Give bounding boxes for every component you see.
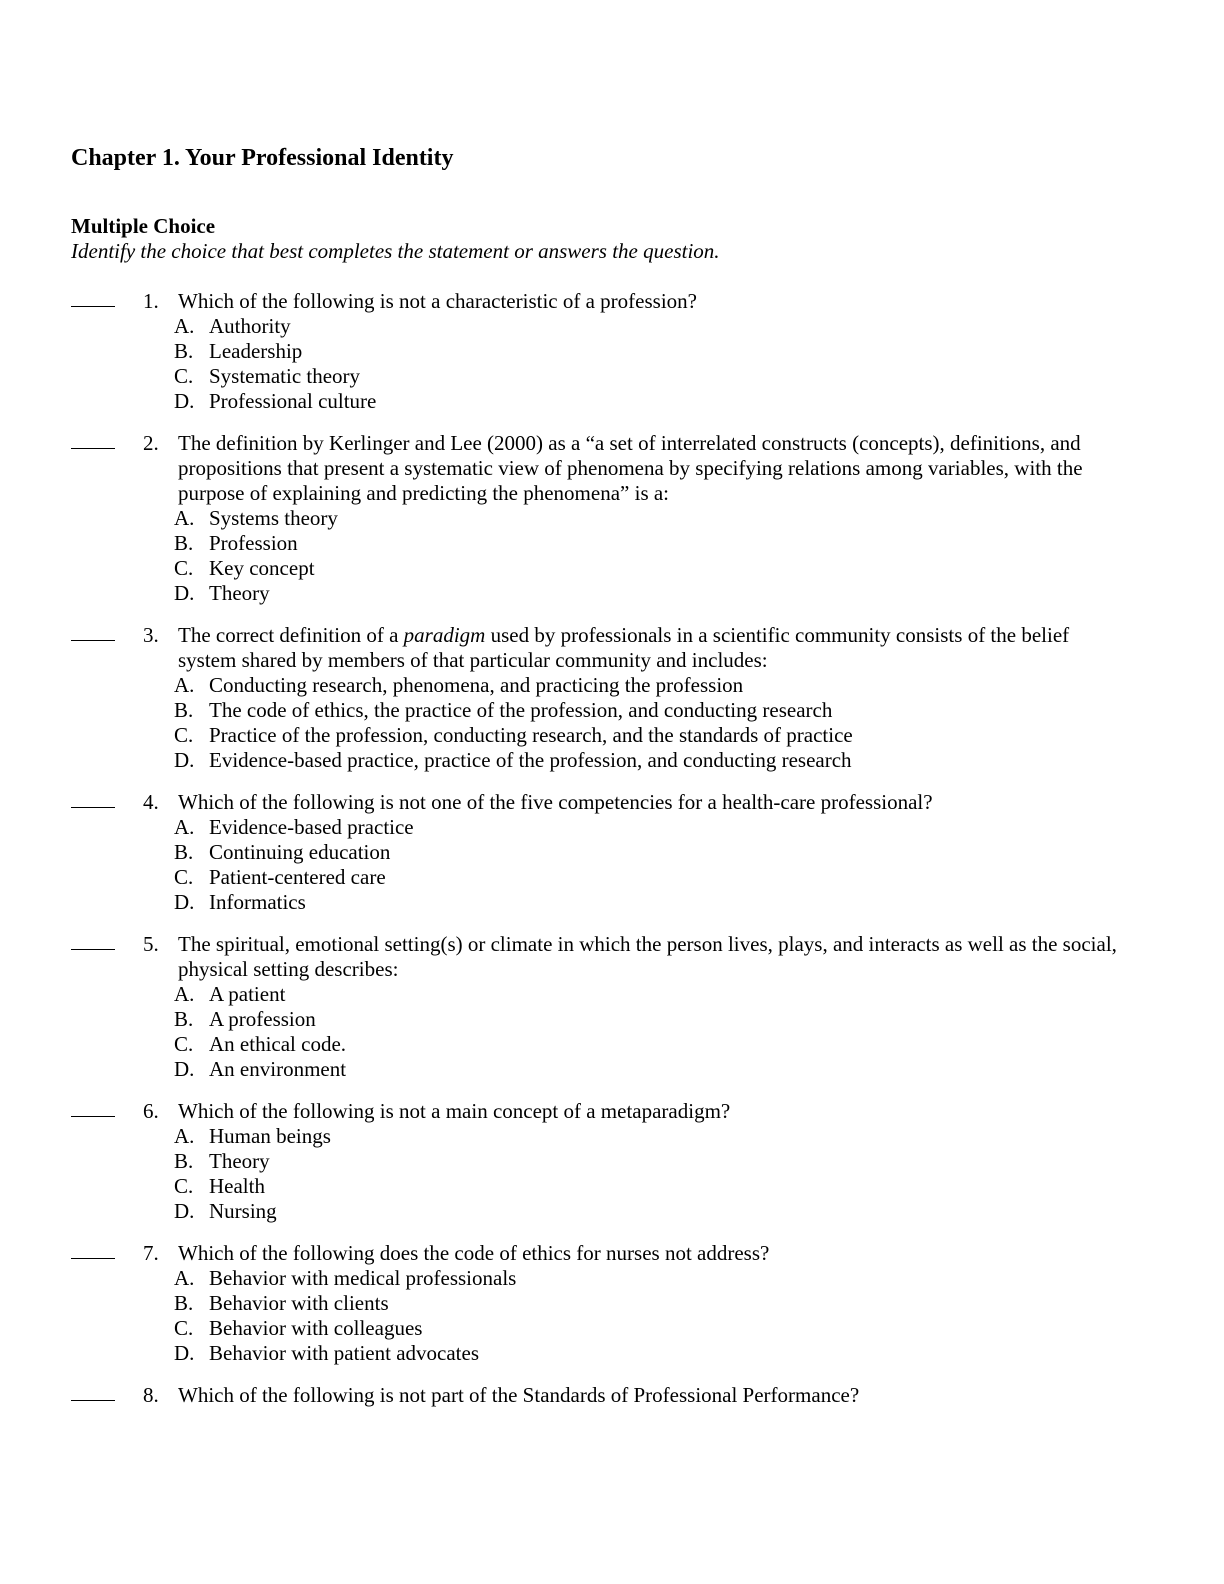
answer-choice bbox=[0, 723, 1224, 748]
question-list bbox=[0, 289, 1224, 1425]
choice-text: A profession bbox=[209, 1007, 316, 1031]
answer-choice bbox=[0, 506, 1224, 531]
choice-list bbox=[0, 1124, 1224, 1224]
answer-choice bbox=[0, 1124, 1224, 1149]
answer-blank-line bbox=[71, 1116, 115, 1117]
choice-text: Evidence-based practice bbox=[209, 815, 414, 839]
question-text-segment: Which of the following is not a characteristic of a profession? bbox=[178, 289, 697, 313]
choice-letter: C. bbox=[174, 1174, 194, 1198]
choice-text: Leadership bbox=[209, 339, 303, 363]
question-text-segment: Which of the following is not a main concept of a metaparadigm? bbox=[178, 1099, 731, 1123]
choice-text: Systems theory bbox=[209, 506, 338, 530]
choice-letter: B. bbox=[174, 1007, 194, 1031]
choice-letter: B. bbox=[174, 840, 194, 864]
answer-choice bbox=[0, 389, 1224, 414]
answer-choice bbox=[0, 982, 1224, 1007]
answer-choice bbox=[0, 1266, 1224, 1291]
choice-letter: D. bbox=[174, 389, 195, 413]
answer-choice bbox=[0, 364, 1224, 389]
answer-choice bbox=[0, 1316, 1224, 1341]
choice-text: Theory bbox=[209, 1149, 270, 1173]
choice-letter: C. bbox=[174, 364, 194, 388]
choice-text: Profession bbox=[209, 531, 298, 555]
question-text bbox=[178, 932, 1124, 982]
question-text-segment: The correct definition of a bbox=[178, 623, 404, 647]
question-text bbox=[178, 623, 1124, 673]
answer-choice bbox=[0, 1057, 1224, 1082]
choice-letter: B. bbox=[174, 698, 194, 722]
choice-letter: D. bbox=[174, 1341, 195, 1365]
choice-text: An environment bbox=[209, 1057, 347, 1081]
question-text bbox=[178, 289, 1124, 314]
question-number: 8. bbox=[143, 1383, 159, 1407]
choice-text: Key concept bbox=[209, 556, 315, 580]
question-text-segment: Which of the following is not one of the five competencies for a health-care professional? bbox=[178, 790, 933, 814]
choice-letter: D. bbox=[174, 1199, 195, 1223]
answer-choice bbox=[0, 840, 1224, 865]
answer-choice bbox=[0, 531, 1224, 556]
question-text bbox=[178, 1099, 1124, 1124]
question-item bbox=[0, 1383, 1224, 1408]
choice-text: Theory bbox=[209, 581, 270, 605]
answer-choice bbox=[0, 865, 1224, 890]
choice-letter: C. bbox=[174, 723, 194, 747]
question-number: 3. bbox=[143, 623, 159, 647]
answer-choice bbox=[0, 748, 1224, 773]
choice-text: Patient-centered care bbox=[209, 865, 386, 889]
choice-list bbox=[0, 314, 1224, 414]
answer-choice bbox=[0, 1291, 1224, 1316]
section-heading: Multiple Choice bbox=[71, 214, 216, 238]
choice-list bbox=[0, 982, 1224, 1082]
question-number: 2. bbox=[143, 431, 159, 455]
choice-letter: C. bbox=[174, 1316, 194, 1340]
question-text-segment: The definition by Kerlinger and Lee (2000) as a “a set of interrelated constructs (concepts), definitions, and propositions that present a systematic view of phenomena by specifying relations among variables, with the purpose of explaining and predicting the phenomena” is a: bbox=[178, 431, 1083, 505]
answer-choice bbox=[0, 1341, 1224, 1366]
question-text-segment: Which of the following is not part of the Standards of Professional Performance? bbox=[178, 1383, 860, 1407]
choice-text: The code of ethics, the practice of the profession, and conducting research bbox=[209, 698, 833, 722]
choice-letter: A. bbox=[174, 673, 195, 697]
answer-blank-line bbox=[71, 448, 115, 449]
choice-letter: D. bbox=[174, 581, 195, 605]
choice-text: Health bbox=[209, 1174, 265, 1198]
choice-text: Professional culture bbox=[209, 389, 377, 413]
question-item bbox=[0, 623, 1224, 773]
question-item bbox=[0, 1099, 1224, 1224]
choice-letter: B. bbox=[174, 531, 194, 555]
choice-list bbox=[0, 815, 1224, 915]
choice-text: A patient bbox=[209, 982, 286, 1006]
question-item bbox=[0, 932, 1224, 1082]
choice-letter: A. bbox=[174, 314, 195, 338]
question-number: 4. bbox=[143, 790, 159, 814]
question-text bbox=[178, 790, 1124, 815]
answer-choice bbox=[0, 581, 1224, 606]
answer-blank-line bbox=[71, 640, 115, 641]
choice-list bbox=[0, 1266, 1224, 1366]
choice-letter: A. bbox=[174, 506, 195, 530]
choice-text: Continuing education bbox=[209, 840, 391, 864]
choice-text: Informatics bbox=[209, 890, 306, 914]
answer-choice bbox=[0, 1007, 1224, 1032]
choice-text: Conducting research, phenomena, and practicing the profession bbox=[209, 673, 744, 697]
question-item bbox=[0, 289, 1224, 414]
question-number: 6. bbox=[143, 1099, 159, 1123]
choice-letter: C. bbox=[174, 865, 194, 889]
choice-letter: A. bbox=[174, 1124, 195, 1148]
answer-choice bbox=[0, 314, 1224, 339]
question-text bbox=[178, 1383, 1124, 1408]
question-text bbox=[178, 431, 1124, 506]
answer-choice bbox=[0, 673, 1224, 698]
choice-list bbox=[0, 506, 1224, 606]
question-item bbox=[0, 431, 1224, 606]
answer-choice bbox=[0, 1199, 1224, 1224]
question-text-segment: Which of the following does the code of ethics for nurses not address? bbox=[178, 1241, 770, 1265]
answer-blank-line bbox=[71, 306, 115, 307]
answer-choice bbox=[0, 1149, 1224, 1174]
choice-letter: C. bbox=[174, 1032, 194, 1056]
choice-text: Behavior with medical professionals bbox=[209, 1266, 517, 1290]
question-number: 5. bbox=[143, 932, 159, 956]
answer-choice bbox=[0, 339, 1224, 364]
question-item bbox=[0, 790, 1224, 915]
instructions-text: Identify the choice that best completes the statement or answers the question. bbox=[71, 239, 720, 263]
answer-blank-line bbox=[71, 949, 115, 950]
choice-letter: B. bbox=[174, 1291, 194, 1315]
answer-blank-line bbox=[71, 807, 115, 808]
choice-letter: D. bbox=[174, 890, 195, 914]
choice-letter: A. bbox=[174, 815, 195, 839]
answer-choice bbox=[0, 1032, 1224, 1057]
question-text bbox=[178, 1241, 1124, 1266]
choice-text: Nursing bbox=[209, 1199, 277, 1223]
choice-text: Behavior with colleagues bbox=[209, 1316, 423, 1340]
choice-letter: B. bbox=[174, 339, 194, 363]
answer-choice bbox=[0, 698, 1224, 723]
choice-text: Behavior with patient advocates bbox=[209, 1341, 479, 1365]
answer-blank-line bbox=[71, 1400, 115, 1401]
choice-letter: B. bbox=[174, 1149, 194, 1173]
question-item bbox=[0, 1241, 1224, 1366]
answer-choice bbox=[0, 1174, 1224, 1199]
answer-choice bbox=[0, 890, 1224, 915]
answer-choice bbox=[0, 556, 1224, 581]
choice-letter: D. bbox=[174, 1057, 195, 1081]
answer-blank-line bbox=[71, 1258, 115, 1259]
answer-choice bbox=[0, 815, 1224, 840]
choice-text: Practice of the profession, conducting research, and the standards of practice bbox=[209, 723, 853, 747]
choice-list bbox=[0, 673, 1224, 773]
question-number: 1. bbox=[143, 289, 159, 313]
question-text-segment: The spiritual, emotional setting(s) or climate in which the person lives, plays, and interacts as well as the social, physical setting describes: bbox=[178, 932, 1117, 981]
choice-letter: C. bbox=[174, 556, 194, 580]
choice-letter: A. bbox=[174, 982, 195, 1006]
choice-text: Systematic theory bbox=[209, 364, 361, 388]
choice-letter: D. bbox=[174, 748, 195, 772]
choice-text: Behavior with clients bbox=[209, 1291, 389, 1315]
chapter-title: Chapter 1. Your Professional Identity bbox=[71, 145, 454, 171]
choice-text: Evidence-based practice, practice of the profession, and conducting research bbox=[209, 748, 852, 772]
choice-letter: A. bbox=[174, 1266, 195, 1290]
question-text-emphasis: paradigm bbox=[403, 623, 486, 647]
choice-text: An ethical code. bbox=[209, 1032, 347, 1056]
question-text-segment: used by professionals in a scientific community consists of the belief system shared by members of that particular community and includes: bbox=[178, 623, 1070, 672]
choice-text: Authority bbox=[209, 314, 291, 338]
question-number: 7. bbox=[143, 1241, 159, 1265]
choice-text: Human beings bbox=[209, 1124, 331, 1148]
